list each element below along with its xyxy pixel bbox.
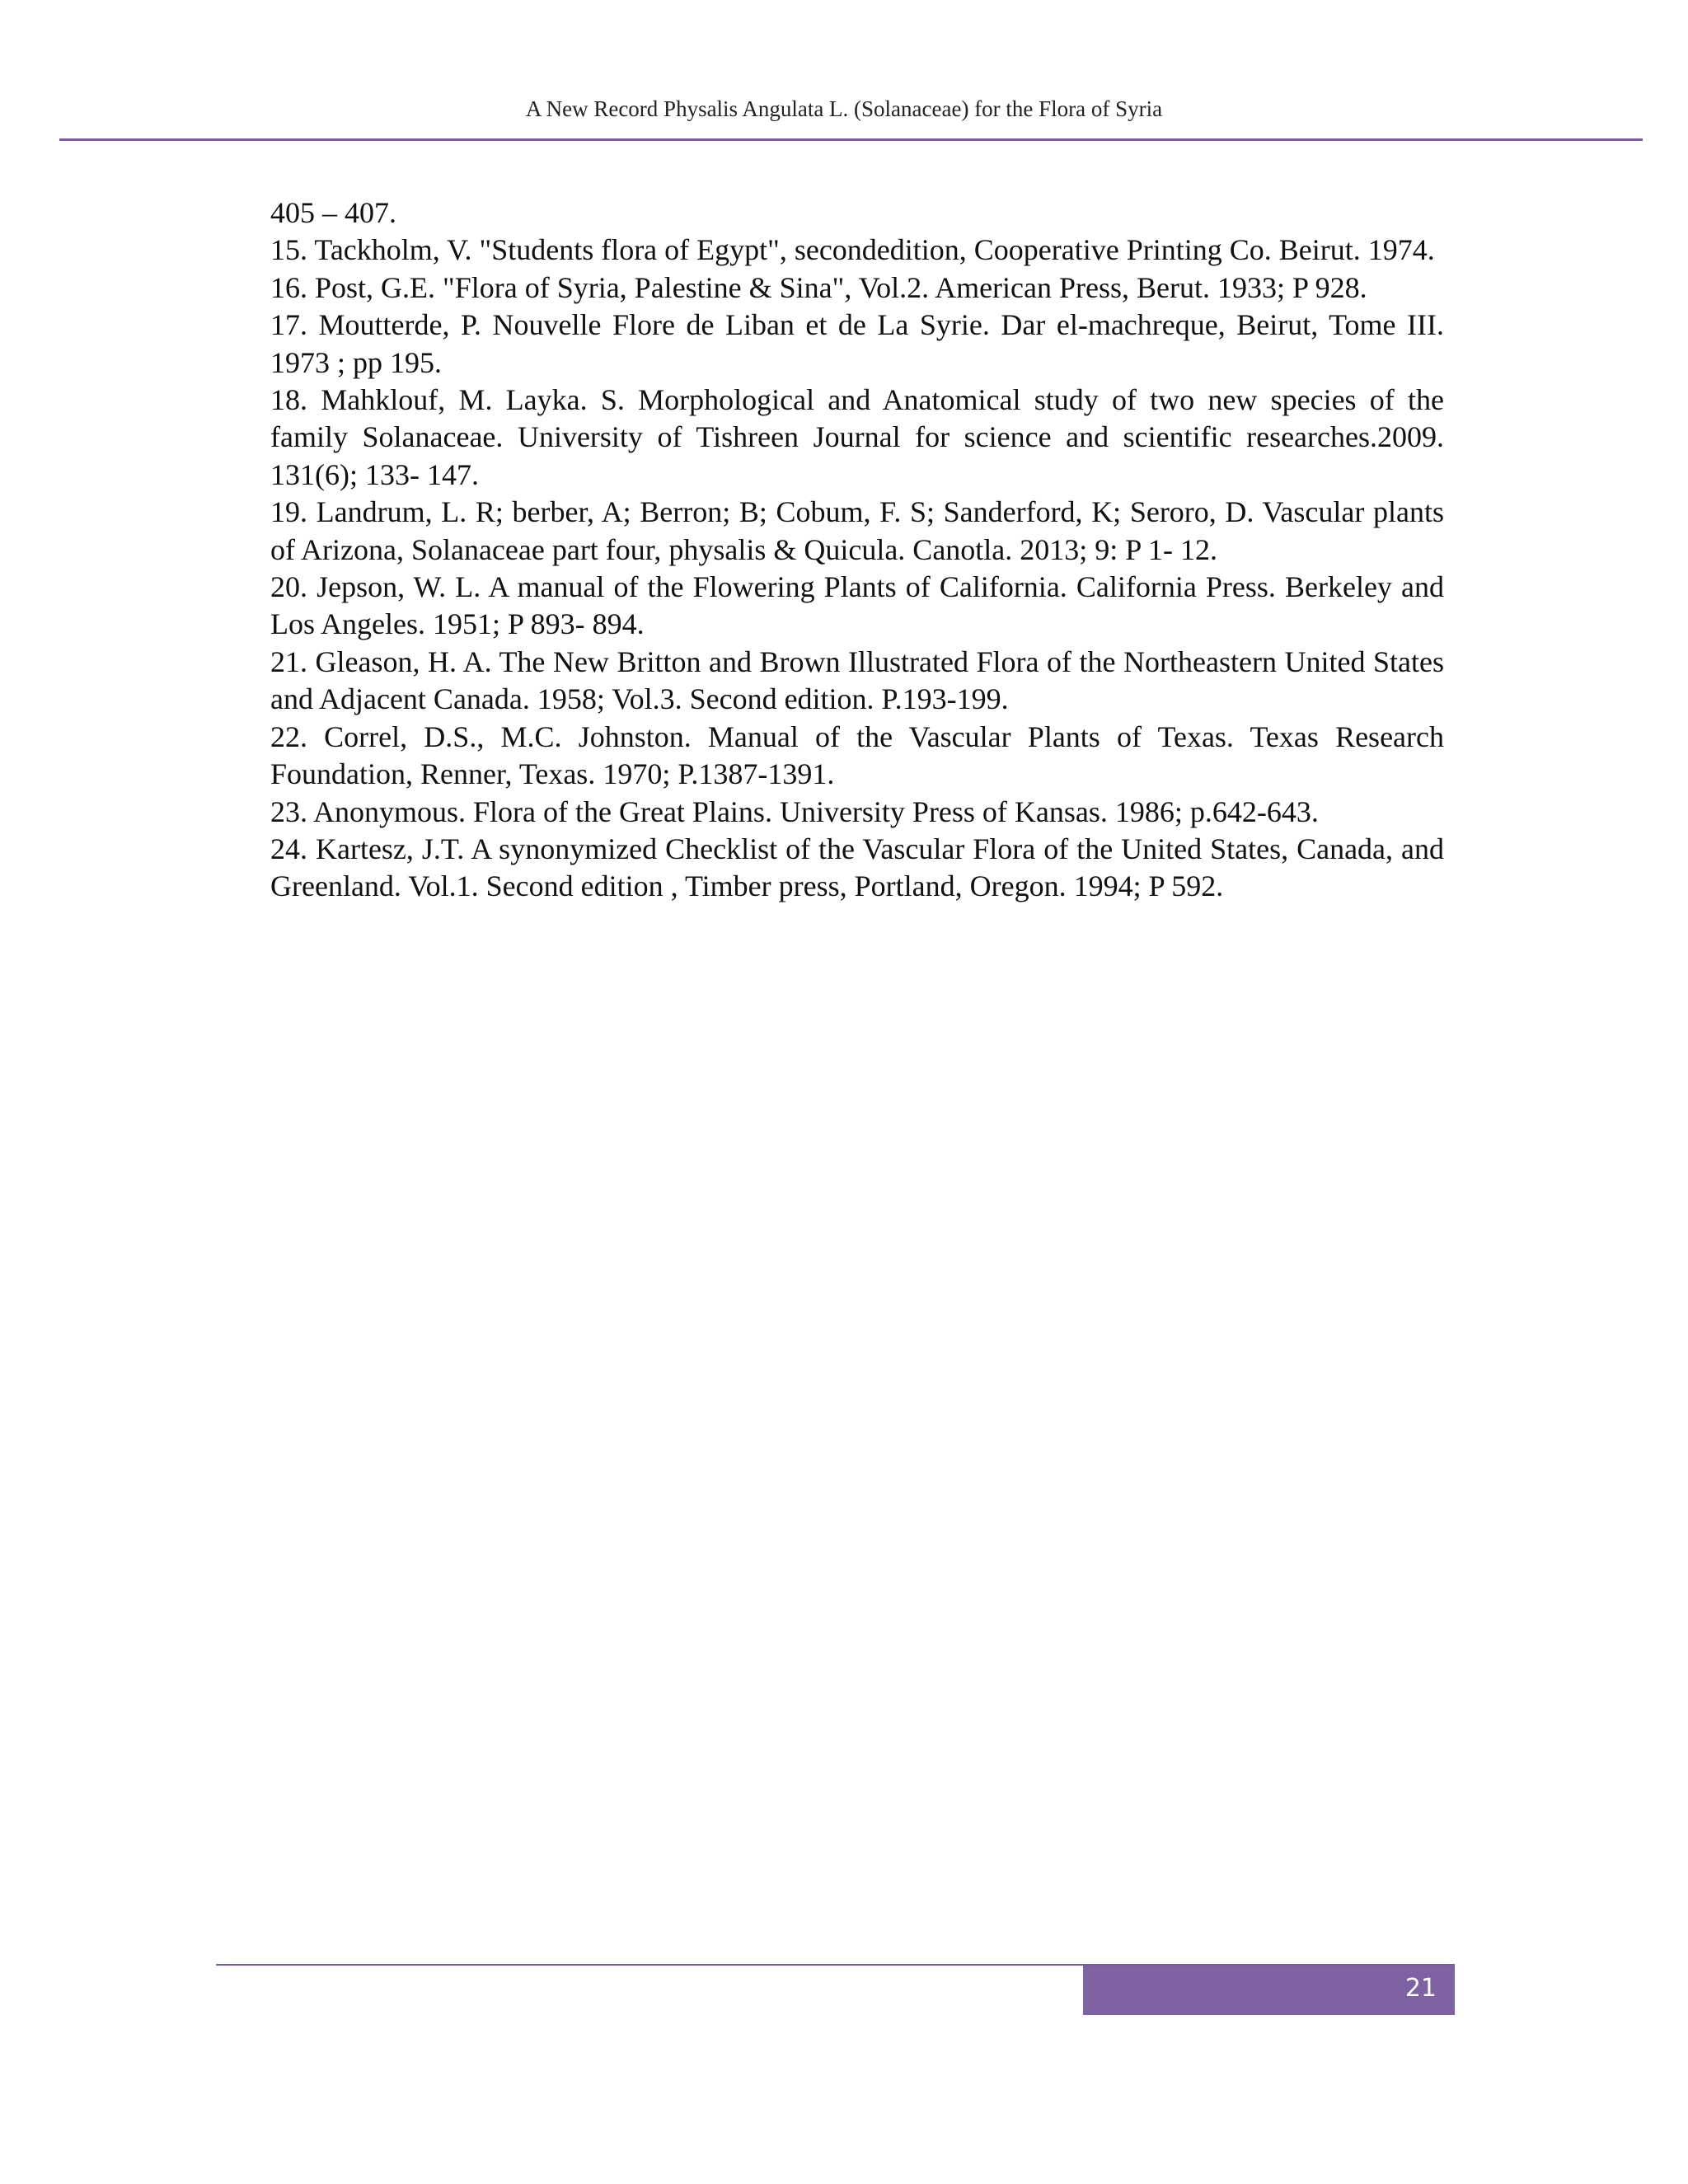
reference-item: 16. Post, G.E. "Flora of Syria, Palestine & Sina", Vol.2. American Press, Berut. 1933; P 928. [270, 270, 1367, 304]
reference-item: 18. Mahklouf, M. Layka. S. Morphological and Anatomical study of two new species of the family Solanaceae. University of Tishreen Journal for science and scientific researches.2009. 131(6); 133- 147. [270, 383, 1444, 491]
running-header: A New Record Physalis Angulata L. (Solanaceae) for the Flora of Syria [525, 96, 1163, 121]
reference-item: 15. Tackholm, V. "Students flora of Egypt", secondedition, Cooperative Printing Co. Beirut. 1974. [270, 233, 1435, 267]
header-rule [59, 138, 1643, 141]
page-number: 21 [1404, 1974, 1437, 2003]
reference-item: 20. Jepson, W. L. A manual of the Flowering Plants of California. California Press. Berkeley and Los Angeles. 1951; P 893- 894. [270, 570, 1444, 641]
reference-item: 19. Landrum, L. R; berber, A; Berron; B; Cobum, F. S; Sanderford, K; Seroro, D. Vascular plants of Arizona, Solanaceae part four, physalis & Quicula. Canotla. 2013; 9: P 1- 12. [270, 495, 1444, 566]
reference-item: 24. Kartesz, J.T. A synonymized Checklist of the Vascular Flora of the United States, Canada, and Greenland. Vol.1. Second edition , Timber press, Portland, Oregon. 1994; P 592. [270, 832, 1444, 903]
reference-item: 17. Moutterde, P. Nouvelle Flore de Liban et de La Syrie. Dar el-machreque, Beirut, Tome III. 1973 ; pp 195. [270, 308, 1444, 379]
reference-item: 22. Correl, D.S., M.C. Johnston. Manual of the Vascular Plants of Texas. Texas Research Foundation, Renner, Texas. 1970; P.1387-1391. [270, 719, 1444, 791]
reference-item: 405 – 407. [270, 196, 396, 229]
reference-item: 21. Gleason, H. A. The New Britton and Brown Illustrated Flora of the Northeastern United States and Adjacent Canada. 1958; Vol.3. Second edition. P.193-199. [270, 644, 1444, 716]
reference-list [270, 194, 1444, 906]
reference-item: 23. Anonymous. Flora of the Great Plains. University Press of Kansas. 1986; p.642-643. [270, 794, 1319, 828]
page-number-box [1083, 1966, 1455, 2015]
